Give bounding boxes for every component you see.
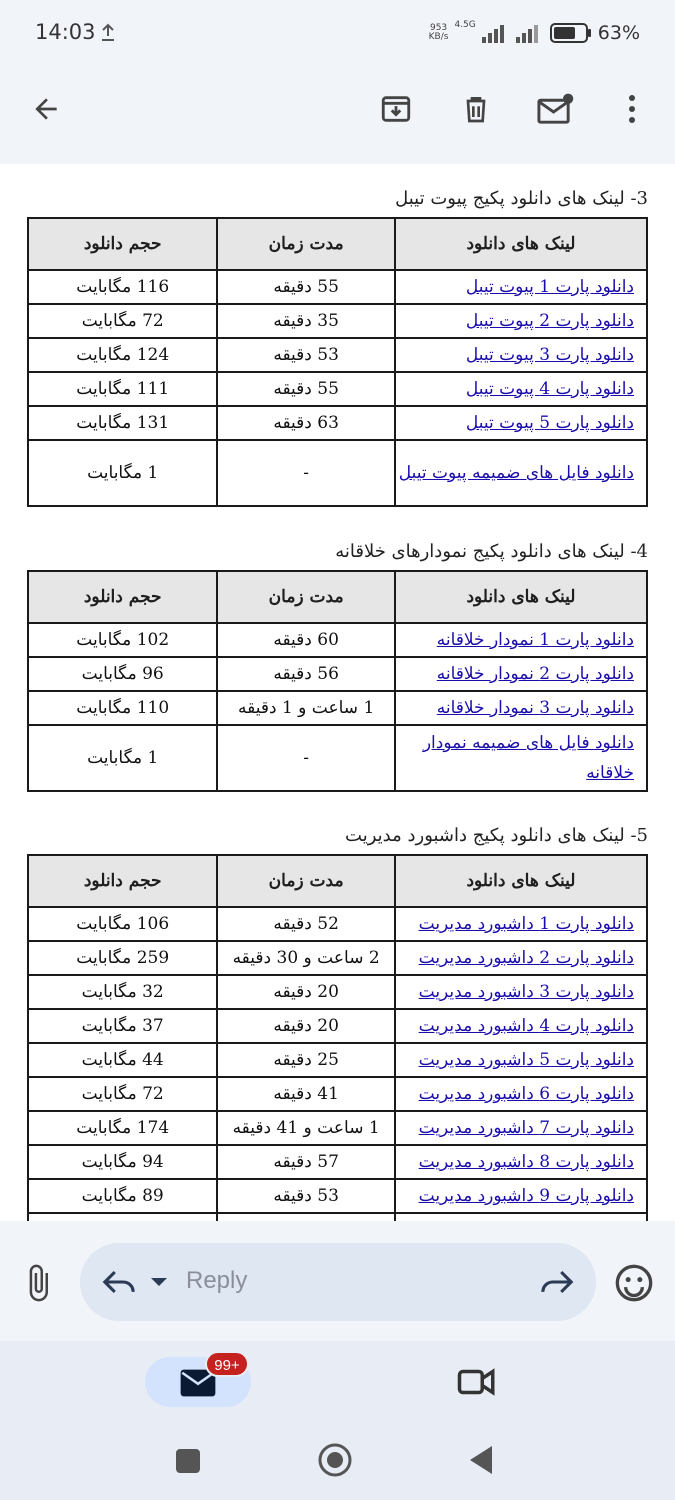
battery-icon bbox=[550, 22, 592, 44]
video-camera-icon bbox=[456, 1361, 498, 1403]
download-link[interactable]: دانلود پارت 3 داشبورد مدیریت bbox=[418, 982, 634, 1002]
header-links: لینک های دانلود bbox=[395, 218, 647, 270]
download-link[interactable]: دانلود پارت 9 داشبورد مدیریت bbox=[418, 1186, 634, 1206]
archive-button[interactable] bbox=[372, 85, 420, 133]
reply-icon[interactable] bbox=[102, 1267, 136, 1297]
download-table bbox=[27, 570, 648, 792]
status-indicators bbox=[429, 18, 640, 48]
size-cell: 1 مگابایت bbox=[28, 725, 217, 791]
download-link[interactable]: دانلود پارت 1 نمودار خلاقانه bbox=[436, 630, 634, 650]
table-header-row bbox=[28, 218, 647, 270]
system-nav-bar bbox=[0, 1426, 675, 1500]
download-link[interactable]: دانلود پارت 4 داشبورد مدیریت bbox=[418, 1016, 634, 1036]
duration-cell: 52 دقیقه bbox=[217, 907, 394, 941]
size-cell: 72 مگابایت bbox=[28, 1077, 217, 1111]
header-size: حجم دانلود bbox=[28, 855, 217, 907]
download-link[interactable]: دانلود پارت 3 پیوت تیبل bbox=[465, 345, 634, 365]
table-row bbox=[28, 623, 647, 657]
table-row bbox=[28, 725, 647, 791]
table-row bbox=[28, 691, 647, 725]
back-nav-button[interactable] bbox=[468, 1445, 494, 1475]
download-link[interactable]: دانلود پارت 7 داشبورد مدیریت bbox=[418, 1118, 634, 1138]
download-link[interactable]: دانلود پارت 4 پیوت تیبل bbox=[465, 379, 634, 399]
emoji-icon bbox=[614, 1263, 654, 1303]
size-cell: 89 مگابایت bbox=[28, 1179, 217, 1213]
size-cell: 1 مگابایت bbox=[28, 440, 217, 506]
forward-icon[interactable] bbox=[540, 1267, 574, 1297]
download-table bbox=[27, 854, 648, 1221]
size-cell: 72 مگابایت bbox=[28, 304, 217, 338]
download-link[interactable]: دانلود پارت 2 داشبورد مدیریت bbox=[418, 948, 634, 968]
size-cell: 37 مگابایت bbox=[28, 1009, 217, 1043]
size-cell: 131 مگابایت bbox=[28, 406, 217, 440]
bottom-nav bbox=[0, 1341, 675, 1426]
size-cell: 259 مگابایت bbox=[28, 941, 217, 975]
download-link[interactable]: دانلود پارت 5 پیوت تیبل bbox=[465, 413, 634, 433]
download-link[interactable]: دانلود پارت 1 پیوت تیبل bbox=[465, 277, 634, 297]
paperclip-icon bbox=[18, 1261, 58, 1305]
size-cell: 110 مگابایت bbox=[28, 691, 217, 725]
section-creative-charts bbox=[27, 534, 648, 792]
network-type-label: 4.5G bbox=[454, 20, 476, 30]
reply-field[interactable] bbox=[80, 1243, 596, 1321]
table-row bbox=[28, 1213, 647, 1221]
duration-cell: - bbox=[217, 725, 394, 791]
size-cell: 96 مگابایت bbox=[28, 657, 217, 691]
download-table bbox=[27, 217, 648, 507]
back-button[interactable] bbox=[22, 85, 70, 133]
size-cell: 44 مگابایت bbox=[28, 1043, 217, 1077]
delete-button[interactable] bbox=[452, 85, 500, 133]
app-bar bbox=[0, 66, 675, 164]
header-size: حجم دانلود bbox=[28, 571, 217, 623]
mail-badge: 99+ bbox=[205, 1351, 249, 1377]
duration-cell: 53 دقیقه bbox=[217, 1179, 394, 1213]
table-row bbox=[28, 1111, 647, 1145]
duration-cell: 2 ساعت و 30 دقیقه bbox=[217, 941, 394, 975]
size-cell: 106 مگابایت bbox=[28, 907, 217, 941]
duration-cell: - bbox=[217, 440, 394, 506]
table-row bbox=[28, 941, 647, 975]
duration-cell: 53 دقیقه bbox=[217, 338, 394, 372]
signal-icon-2 bbox=[516, 23, 544, 43]
duration-cell: 57 دقیقه bbox=[217, 1145, 394, 1179]
download-link[interactable]: دانلود پارت 6 داشبورد مدیریت bbox=[418, 1084, 634, 1104]
size-cell: 124 مگابایت bbox=[28, 338, 217, 372]
nav-meet[interactable] bbox=[456, 1361, 498, 1403]
home-button[interactable] bbox=[318, 1443, 352, 1477]
table-row bbox=[28, 1077, 647, 1111]
more-options-button[interactable] bbox=[608, 85, 656, 133]
table-header-row bbox=[28, 855, 647, 907]
download-link[interactable]: دانلود پارت 2 نمودار خلاقانه bbox=[436, 664, 634, 684]
recents-button[interactable] bbox=[175, 1448, 201, 1474]
duration-cell: 20 دقیقه bbox=[217, 975, 394, 1009]
table-row bbox=[28, 1009, 647, 1043]
reply-bar bbox=[0, 1221, 675, 1341]
size-cell: 174 مگابایت bbox=[28, 1111, 217, 1145]
size-cell: 94 مگابایت bbox=[28, 1145, 217, 1179]
table-row bbox=[28, 304, 647, 338]
download-link[interactable]: دانلود پارت 5 داشبورد مدیریت bbox=[418, 1050, 634, 1070]
duration-cell: 55 دقیقه bbox=[217, 270, 394, 304]
table-row bbox=[28, 406, 647, 440]
section-management-dashboard bbox=[27, 818, 648, 1221]
table-row bbox=[28, 440, 647, 506]
download-link[interactable]: دانلود فایل های ضمیمه پیوت تیبل bbox=[398, 463, 634, 483]
table-row bbox=[28, 657, 647, 691]
table-row bbox=[28, 1179, 647, 1213]
arrow-back-icon bbox=[30, 93, 62, 125]
duration-cell: 60 دقیقه bbox=[217, 623, 394, 657]
size-cell: 116 مگابایت bbox=[28, 270, 217, 304]
duration-cell: 20 دقیقه bbox=[217, 1009, 394, 1043]
duration-cell: 55 دقیقه bbox=[217, 372, 394, 406]
table-row bbox=[28, 372, 647, 406]
size-cell: 111 مگابایت bbox=[28, 372, 217, 406]
header-links: لینک های دانلود bbox=[395, 855, 647, 907]
duration-cell: 35 دقیقه bbox=[217, 304, 394, 338]
duration-cell: 41 دقیقه bbox=[217, 1077, 394, 1111]
duration-cell: 56 دقیقه bbox=[217, 657, 394, 691]
archive-icon bbox=[379, 92, 413, 126]
header-duration: مدت زمان bbox=[217, 218, 394, 270]
attach-button[interactable] bbox=[18, 1261, 58, 1305]
size-cell: 102 مگابایت bbox=[28, 623, 217, 657]
signal-icon bbox=[482, 23, 510, 43]
table-row bbox=[28, 338, 647, 372]
mail-dot-icon bbox=[536, 92, 574, 126]
battery-percent: 63% bbox=[597, 22, 640, 44]
download-link[interactable]: دانلود پارت 1 داشبورد مدیریت bbox=[418, 914, 634, 934]
size-cell: 32 مگابایت bbox=[28, 975, 217, 1009]
download-link[interactable]: دانلود پارت 2 پیوت تیبل bbox=[465, 311, 634, 331]
table-row bbox=[28, 1145, 647, 1179]
more-vert-icon bbox=[628, 94, 636, 124]
download-link[interactable]: دانلود پارت 8 داشبورد مدیریت bbox=[418, 1152, 634, 1172]
email-body bbox=[0, 164, 675, 1221]
download-link[interactable]: دانلود پارت 3 نمودار خلاقانه bbox=[436, 698, 634, 718]
table-header-row bbox=[28, 571, 647, 623]
header-links: لینک های دانلود bbox=[395, 571, 647, 623]
header-duration: مدت زمان bbox=[217, 571, 394, 623]
duration-cell: 1 ساعت و 41 دقیقه bbox=[217, 1111, 394, 1145]
duration-cell: 63 دقیقه bbox=[217, 406, 394, 440]
duration-cell: 1 ساعت و 1 دقیقه bbox=[217, 691, 394, 725]
table-row bbox=[28, 975, 647, 1009]
chevron-down-icon[interactable] bbox=[150, 1277, 168, 1287]
header-duration: مدت زمان bbox=[217, 855, 394, 907]
net-speed: 953 KB/s bbox=[428, 23, 449, 42]
emoji-button[interactable] bbox=[614, 1263, 654, 1303]
table-row bbox=[28, 1043, 647, 1077]
section-title: 4- لینک های دانلود پکیج نمودارهای خلاقانه bbox=[335, 541, 648, 562]
header-size: حجم دانلود bbox=[28, 218, 217, 270]
status-bar bbox=[0, 0, 675, 66]
reply-placeholder: Reply bbox=[186, 1267, 248, 1294]
section-pivot-table bbox=[27, 181, 648, 507]
table-row bbox=[28, 907, 647, 941]
status-time: 14:03 bbox=[35, 20, 96, 44]
mark-unread-button[interactable] bbox=[531, 85, 579, 133]
trash-icon bbox=[460, 92, 492, 126]
section-title: 3- لینک های دانلود پکیج پیوت تیبل bbox=[395, 188, 648, 209]
duration-cell: 25 دقیقه bbox=[217, 1043, 394, 1077]
download-link[interactable]: دانلود فایل های ضمیمه نمودار خلاقانه bbox=[422, 733, 634, 783]
section-title: 5- لینک های دانلود پکیج داشبورد مدیریت bbox=[345, 825, 648, 846]
table-row bbox=[28, 270, 647, 304]
upload-icon bbox=[100, 22, 116, 42]
